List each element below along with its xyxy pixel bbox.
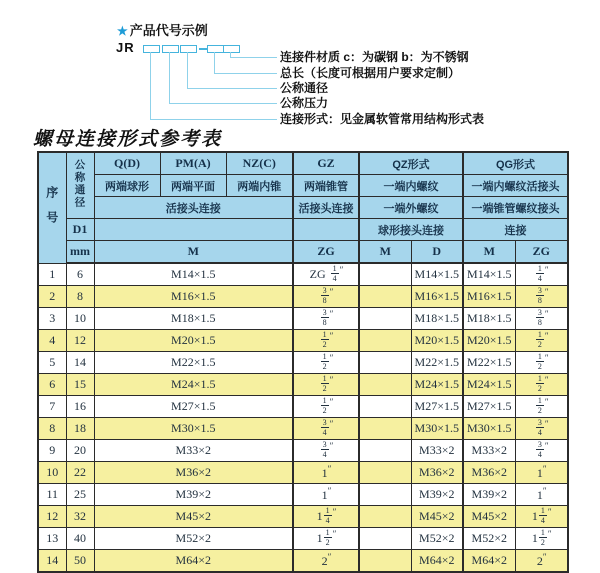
- gz-size: 1″: [293, 462, 359, 484]
- qg-zg-size: 2″: [515, 550, 568, 573]
- qz-m-value: [359, 396, 411, 418]
- header-qg-desc2: 一端锥管螺纹接头: [463, 197, 568, 219]
- dn-value: 22: [66, 462, 94, 484]
- qz-d-value: M18×1.5: [411, 308, 463, 330]
- gz-size: $\frac{3}{4}$ ″: [293, 418, 359, 440]
- gz-size: $\frac{1}{2}$ ″: [293, 396, 359, 418]
- row-number: 2: [38, 286, 66, 308]
- table-row: [38, 263, 568, 286]
- gz-size: 1 $\frac{1}{4}$ ″: [293, 506, 359, 528]
- qg-zg-size: $\frac{3}{8}$ ″: [515, 308, 568, 330]
- nut-connection-reference-table: [37, 151, 569, 573]
- gz-size: $\frac{1}{2}$ ″: [293, 352, 359, 374]
- row-number: 8: [38, 418, 66, 440]
- header-zg2: ZG: [515, 241, 568, 264]
- qz-m-value: [359, 286, 411, 308]
- connector-line: [214, 73, 277, 74]
- code-label-dn: 公称通径: [280, 81, 329, 95]
- header-gz-connection: 活接头连接: [293, 197, 359, 219]
- star-icon: ★: [117, 24, 128, 38]
- dn-value: 14: [66, 352, 94, 374]
- header-q-desc: 两端球形: [94, 175, 160, 197]
- connector-line: [150, 52, 151, 119]
- table-row: [38, 308, 568, 330]
- table-row: [38, 396, 568, 418]
- connector-line: [214, 52, 215, 73]
- qg-zg-size: $\frac{3}{4}$ ″: [515, 440, 568, 462]
- connector-line: [150, 119, 277, 120]
- qz-d-value: M14×1.5: [411, 263, 463, 286]
- qz-m-value: [359, 374, 411, 396]
- header-pm-desc: 两端平面: [160, 175, 226, 197]
- qz-m-value: [359, 550, 411, 573]
- table-row: [38, 462, 568, 484]
- header-col-q: Q(D): [94, 152, 160, 175]
- qz-m-value: [359, 330, 411, 352]
- gz-size: $\frac{1}{2}$ ″: [293, 374, 359, 396]
- row-number: 14: [38, 550, 66, 573]
- qz-m-value: [359, 484, 411, 506]
- qg-m-value: M22×1.5: [463, 352, 515, 374]
- qz-m-value: [359, 418, 411, 440]
- qg-zg-size: 1″: [515, 484, 568, 506]
- code-box-4: [207, 45, 224, 53]
- qg-zg-size: $\frac{1}{2}$ ″: [515, 330, 568, 352]
- header-m1: M: [94, 241, 293, 264]
- qg-m-value: M64×2: [463, 550, 515, 573]
- m-thread: M20×1.5: [94, 330, 293, 352]
- qg-m-value: M27×1.5: [463, 396, 515, 418]
- qz-d-value: M45×2: [411, 506, 463, 528]
- table-row: [38, 506, 568, 528]
- dn-value: 15: [66, 374, 94, 396]
- gz-size: 1 $\frac{1}{2}$ ″: [293, 528, 359, 550]
- qg-m-value: M24×1.5: [463, 374, 515, 396]
- qz-d-value: M30×1.5: [411, 418, 463, 440]
- m-thread: M64×2: [94, 550, 293, 573]
- qz-d-value: M22×1.5: [411, 352, 463, 374]
- qz-m-value: [359, 462, 411, 484]
- qz-d-value: M20×1.5: [411, 330, 463, 352]
- qz-d-value: M39×2: [411, 484, 463, 506]
- table-row: [38, 352, 568, 374]
- dn-value: 12: [66, 330, 94, 352]
- m-thread: M27×1.5: [94, 396, 293, 418]
- qg-zg-size: $\frac{1}{2}$ ″: [515, 396, 568, 418]
- header-qz-connection: 球形接头连接: [359, 219, 463, 241]
- qz-m-value: [359, 440, 411, 462]
- table-row: [38, 286, 568, 308]
- header-dn: 公称通径: [66, 152, 94, 219]
- qg-zg-size: $\frac{1}{4}$ ″: [515, 263, 568, 286]
- qz-d-value: M33×2: [411, 440, 463, 462]
- dn-value: 50: [66, 550, 94, 573]
- header-qz-desc1: 一端内螺纹: [359, 175, 463, 197]
- m-thread: M45×2: [94, 506, 293, 528]
- row-number: 12: [38, 506, 66, 528]
- m-thread: M24×1.5: [94, 374, 293, 396]
- dn-value: 8: [66, 286, 94, 308]
- header-qg-connection: 连接: [463, 219, 568, 241]
- m-thread: M30×1.5: [94, 418, 293, 440]
- qg-m-value: M33×2: [463, 440, 515, 462]
- code-box-1: [143, 45, 160, 53]
- dn-value: 6: [66, 263, 94, 286]
- qz-m-value: [359, 506, 411, 528]
- table-row: [38, 374, 568, 396]
- header-seq: 序号: [38, 152, 66, 263]
- qz-d-value: M16×1.5: [411, 286, 463, 308]
- header-col-qz: QZ形式: [359, 152, 463, 175]
- m-thread: M18×1.5: [94, 308, 293, 330]
- header-col-nz: NZ(C): [226, 152, 293, 175]
- row-number: 11: [38, 484, 66, 506]
- code-prefix: JR: [116, 40, 135, 55]
- row-number: 3: [38, 308, 66, 330]
- qg-zg-size: $\frac{1}{2}$ ″: [515, 374, 568, 396]
- header-mm: mm: [66, 241, 94, 264]
- row-number: 7: [38, 396, 66, 418]
- code-dash: [199, 48, 207, 50]
- row-number: 10: [38, 462, 66, 484]
- dn-value: 20: [66, 440, 94, 462]
- header-m2: M: [359, 241, 411, 264]
- m-thread: M39×2: [94, 484, 293, 506]
- m-thread: M52×2: [94, 528, 293, 550]
- row-number: 13: [38, 528, 66, 550]
- qz-d-value: M52×2: [411, 528, 463, 550]
- qg-zg-size: 1″: [515, 462, 568, 484]
- qz-d-value: M27×1.5: [411, 396, 463, 418]
- table-row: [38, 440, 568, 462]
- code-box-3: [180, 45, 197, 53]
- qg-zg-size: 1 $\frac{1}{4}$ ″: [515, 506, 568, 528]
- qg-m-value: M30×1.5: [463, 418, 515, 440]
- header-empty-gz: [293, 219, 359, 241]
- header-m3: M: [463, 241, 515, 264]
- qz-m-value: [359, 308, 411, 330]
- table-row: [38, 484, 568, 506]
- header-col-pm: PM(A): [160, 152, 226, 175]
- qg-m-value: M16×1.5: [463, 286, 515, 308]
- code-box-5: [223, 45, 240, 53]
- dn-value: 25: [66, 484, 94, 506]
- qz-m-value: [359, 528, 411, 550]
- gz-size: 2″: [293, 550, 359, 573]
- qg-zg-size: 1 $\frac{1}{2}$ ″: [515, 528, 568, 550]
- qg-zg-size: $\frac{1}{2}$ ″: [515, 352, 568, 374]
- qg-zg-size: $\frac{3}{4}$ ″: [515, 418, 568, 440]
- dn-value: 16: [66, 396, 94, 418]
- connector-line: [187, 52, 188, 88]
- table-row: [38, 528, 568, 550]
- dn-value: 40: [66, 528, 94, 550]
- gz-size: $\frac{3}{8}$ ″: [293, 308, 359, 330]
- m-thread: M36×2: [94, 462, 293, 484]
- row-number: 6: [38, 374, 66, 396]
- qz-d-value: M24×1.5: [411, 374, 463, 396]
- header-col-gz: GZ: [293, 152, 359, 175]
- qg-m-value: M18×1.5: [463, 308, 515, 330]
- header-qz-desc2: 一端外螺纹: [359, 197, 463, 219]
- qz-d-value: M64×2: [411, 550, 463, 573]
- table-row: [38, 330, 568, 352]
- qg-m-value: M52×2: [463, 528, 515, 550]
- qg-m-value: M39×2: [463, 484, 515, 506]
- dn-value: 18: [66, 418, 94, 440]
- qg-m-value: M20×1.5: [463, 330, 515, 352]
- header-empty-m: [94, 219, 293, 241]
- connector-line: [187, 88, 277, 89]
- gz-size: $\frac{3}{8}$ ″: [293, 286, 359, 308]
- dn-value: 32: [66, 506, 94, 528]
- qg-zg-size: $\frac{3}{8}$ ″: [515, 286, 568, 308]
- dn-value: 10: [66, 308, 94, 330]
- gz-size: 1″: [293, 484, 359, 506]
- product-code-heading: [117, 20, 208, 39]
- gz-size: $\frac{3}{4}$ ″: [293, 440, 359, 462]
- code-label-material: 连接件材质 c：为碳钢 b：为不锈钢: [280, 50, 469, 64]
- header-col-qg: QG形式: [463, 152, 568, 175]
- table-row: [38, 550, 568, 573]
- connector-line: [169, 103, 277, 104]
- product-code-heading-text: 产品代号示例: [129, 23, 208, 38]
- table-row: [38, 418, 568, 440]
- row-number: 4: [38, 330, 66, 352]
- code-box-2: [162, 45, 179, 53]
- m-thread: M22×1.5: [94, 352, 293, 374]
- m-thread: M33×2: [94, 440, 293, 462]
- connector-line: [169, 52, 170, 103]
- row-number: 1: [38, 263, 66, 286]
- header-gz-desc: 两端锥管: [293, 175, 359, 197]
- table-title: 螺母连接形式参考表: [33, 128, 223, 150]
- gz-size: $\frac{1}{2}$ ″: [293, 330, 359, 352]
- row-number: 5: [38, 352, 66, 374]
- header-union-connection: 活接头连接: [94, 197, 293, 219]
- header-nz-desc: 两端内锥: [226, 175, 293, 197]
- qz-m-value: [359, 352, 411, 374]
- header-qg-desc1: 一端内螺纹活接头: [463, 175, 568, 197]
- header-d: D: [411, 241, 463, 264]
- qg-m-value: M45×2: [463, 506, 515, 528]
- qz-d-value: M36×2: [411, 462, 463, 484]
- connector-line: [230, 57, 277, 58]
- row-number: 9: [38, 440, 66, 462]
- code-label-pressure: 公称压力: [280, 96, 329, 110]
- gz-size: ZG $\frac{1}{4}$ ″: [293, 263, 359, 286]
- m-thread: M16×1.5: [94, 286, 293, 308]
- code-label-connection: 连接形式：见金属软管常用结构形式表: [280, 112, 485, 126]
- code-label-length: 总长（长度可根据用户要求定制）: [280, 66, 461, 80]
- qg-m-value: M36×2: [463, 462, 515, 484]
- m-thread: M14×1.5: [94, 263, 293, 286]
- header-zg1: ZG: [293, 241, 359, 264]
- qg-m-value: M14×1.5: [463, 263, 515, 286]
- qz-m-value: [359, 263, 411, 286]
- header-d1: D1: [66, 219, 94, 241]
- table-body: [38, 263, 568, 572]
